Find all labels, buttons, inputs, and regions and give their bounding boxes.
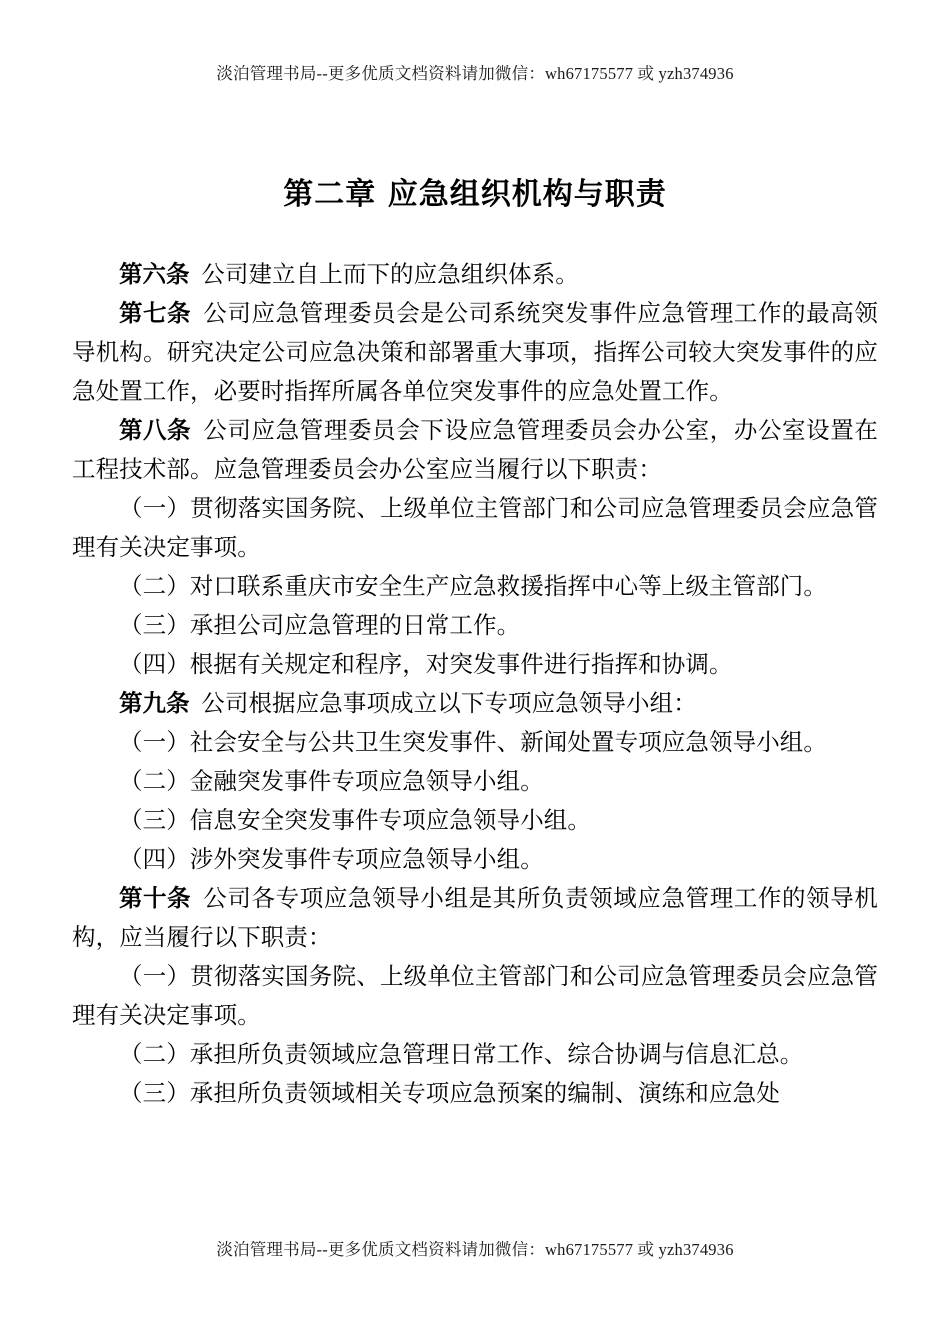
- clause-text: （三）承担所负责领域相关专项应急预案的编制、演练和应急处: [119, 1081, 780, 1107]
- article-text: 公司各专项应急领导小组是其所负责领域应急管理工作的领导机构，应当履行以下职责：: [72, 886, 878, 951]
- chapter-title: 第二章 应急组织机构与职责: [283, 177, 667, 213]
- article-label: 第十条: [119, 886, 192, 912]
- clause-paragraph: [72, 607, 878, 646]
- article-label: 第六条: [119, 262, 190, 288]
- article-text: 公司根据应急事项成立以下专项应急领导小组：: [201, 691, 697, 717]
- article-label: 第八条: [119, 418, 192, 444]
- clause-text: （一）贯彻落实国务院、上级单位主管部门和公司应急管理委员会应急管理有关决定事项。: [72, 496, 878, 561]
- clause-text: （一）社会安全与公共卫生突发事件、新闻处置专项应急领导小组。: [119, 730, 827, 756]
- article-text: 公司建立自上而下的应急组织体系。: [201, 262, 579, 288]
- clause-paragraph: [72, 568, 878, 607]
- clause-text: （三）信息安全突发事件专项应急领导小组。: [119, 808, 591, 834]
- page-footer: 淡泊管理书局--更多优质文档资料请加微信：wh67175577 或 yzh374936: [216, 1240, 734, 1259]
- clause-paragraph: [72, 490, 878, 568]
- clause-paragraph: [72, 1036, 878, 1075]
- clause-text: （二）承担所负责领域应急管理日常工作、综合协调与信息汇总。: [119, 1042, 804, 1068]
- article-label: 第七条: [119, 301, 192, 327]
- clause-text: （一）贯彻落实国务院、上级单位主管部门和公司应急管理委员会应急管理有关决定事项。: [72, 964, 878, 1029]
- clause-text: （二）金融突发事件专项应急领导小组。: [119, 769, 544, 795]
- article-label: 第九条: [119, 691, 190, 717]
- clause-paragraph: [72, 1075, 878, 1114]
- article-text: 公司应急管理委员会下设应急管理委员会办公室，办公室设置在工程技术部。应急管理委员会办公室应当履行以下职责：: [72, 418, 878, 483]
- article-text: 公司应急管理委员会是公司系统突发事件应急管理工作的最高领导机构。研究决定公司应急决策和部署重大事项，指挥公司较大突发事件的应急处置工作，必要时指挥所属各单位突发事件的应急处置工作。: [72, 301, 878, 405]
- page-header: 淡泊管理书局--更多优质文档资料请加微信：wh67175577 或 yzh374936: [216, 64, 734, 83]
- clause-paragraph: [72, 958, 878, 1036]
- clause-text: （四）涉外突发事件专项应急领导小组。: [119, 847, 544, 873]
- clause-paragraph: [72, 841, 878, 880]
- article-paragraph: [72, 412, 878, 490]
- clause-text: （二）对口联系重庆市安全生产应急救援指挥中心等上级主管部门。: [119, 574, 827, 600]
- article-paragraph: [72, 295, 878, 412]
- clause-paragraph: [72, 646, 878, 685]
- clause-paragraph: [72, 763, 878, 802]
- clause-paragraph: [72, 802, 878, 841]
- article-paragraph: [72, 256, 878, 295]
- clause-paragraph: [72, 724, 878, 763]
- clause-text: （四）根据有关规定和程序，对突发事件进行指挥和协调。: [119, 652, 733, 678]
- article-paragraph: [72, 685, 878, 724]
- clause-text: （三）承担公司应急管理的日常工作。: [119, 613, 521, 639]
- article-paragraph: [72, 880, 878, 958]
- document-body: [72, 256, 878, 1114]
